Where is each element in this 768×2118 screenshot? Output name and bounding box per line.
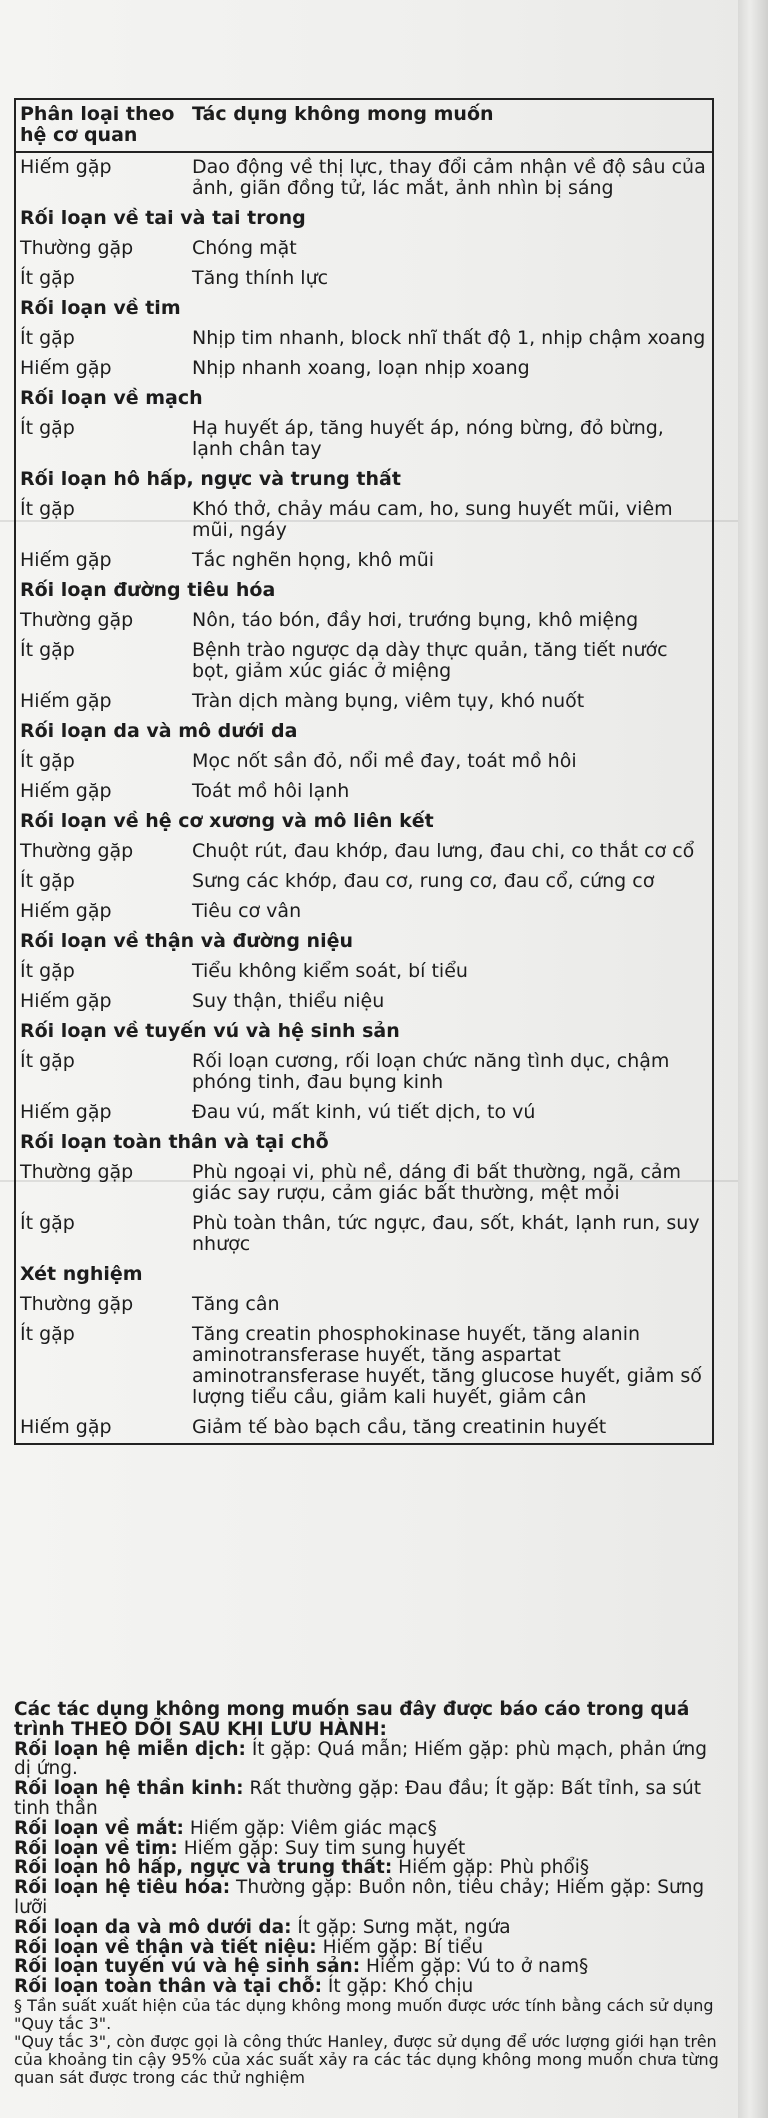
effect-cell: Dao động về thị lực, thay đổi cảm nhận về độ sâu của ảnh, giãn đồng tử, lác mắt, ảnh nhìn bị sáng: [192, 156, 706, 199]
header-adverse-effect: Tác dụng không mong muốn: [188, 99, 713, 152]
section-title: Rối loạn da và mô dưới da: [20, 720, 298, 742]
table-section-row: [15, 807, 713, 837]
table-row: [15, 837, 713, 867]
effect-cell: Phù toàn thân, tức ngực, đau, sốt, khát, lạnh run, suy nhược: [192, 1212, 700, 1255]
table-section-row: [15, 717, 713, 747]
frequency-cell: Thường gặp: [20, 237, 134, 259]
organ-class-label: Rối loạn về thận và tiết niệu:: [14, 1936, 317, 1958]
rule-of-three-note: "Quy tắc 3", còn được gọi là công thức Hanley, được sử dụng để ước lượng giới hạn trên của khoảng tin cậy 95% của xác suất xảy ra các tác dụng không mong muốn chưa từng quan sát được trong các thử nghiệm: [14, 2031, 719, 2087]
frequency-cell: Hiếm gặp: [20, 156, 112, 178]
frequency-cell: Ít gặp: [20, 327, 75, 349]
table-row: [15, 687, 713, 717]
section-title: Rối loạn về tuyến vú và hệ sinh sản: [20, 1020, 400, 1042]
table-row: [15, 1290, 713, 1320]
list-item: [14, 1938, 720, 1958]
section-title: Rối loạn về thận và đường niệu: [20, 930, 353, 952]
list-item: [14, 1779, 720, 1819]
section-title: Rối loạn về tim: [20, 297, 181, 319]
frequency-cell: Ít gặp: [20, 870, 75, 892]
section-title: Rối loạn về mạch: [20, 387, 203, 409]
list-item: [14, 1957, 720, 1977]
table-section-row: [15, 1128, 713, 1158]
effect-cell: Phù ngoại vi, phù nề, dáng đi bất thường, ngã, cảm giác say rượu, cảm giác bất thường, mệt mỏi: [192, 1161, 682, 1204]
effect-cell: Tăng thính lực: [192, 267, 329, 289]
effect-cell: Tiêu cơ vân: [192, 900, 302, 922]
organ-class-label: Rối loạn về tim:: [14, 1837, 178, 1859]
organ-class-label: Rối loạn toàn thân và tại chỗ:: [14, 1976, 322, 1998]
table-row: [15, 1413, 713, 1444]
frequency-cell: Thường gặp: [20, 1293, 134, 1315]
effect-cell: Nhịp nhanh xoang, loạn nhịp xoang: [192, 357, 530, 379]
table-row: [15, 354, 713, 384]
table-row: [15, 495, 713, 546]
frequency-cell: Hiếm gặp: [20, 900, 112, 922]
effect-text: Thường gặp: Buồn nôn, tiêu chảy; Hiếm gặp: Sưng lưỡi: [14, 1877, 705, 1918]
header-organ-class: Phân loại theo hệ cơ quan: [15, 99, 188, 152]
list-item: [14, 1839, 720, 1859]
table-section-row: [15, 576, 713, 606]
effect-text: Rất thường gặp: Đau đầu; Ít gặp: Bất tỉnh, sa sút tinh thần: [14, 1778, 702, 1819]
frequency-cell: Hiếm gặp: [20, 1416, 112, 1438]
organ-class-label: Rối loạn tuyến vú và hệ sinh sản:: [14, 1956, 361, 1978]
organ-class-label: Rối loạn hệ thần kinh:: [14, 1778, 244, 1800]
table-row: [15, 957, 713, 987]
frequency-cell: Hiếm gặp: [20, 780, 112, 802]
effect-cell: Tràn dịch màng bụng, viêm tụy, khó nuốt: [192, 690, 585, 712]
list-item: [14, 1878, 720, 1918]
frequency-cell: Ít gặp: [20, 1212, 75, 1234]
effect-text: Hiếm gặp: Suy tim sung huyết: [183, 1837, 466, 1859]
effect-text: Ít gặp: Khó chịu: [327, 1976, 474, 1998]
frequency-cell: Ít gặp: [20, 639, 75, 661]
table-row: [15, 777, 713, 807]
effect-cell: Nhịp tim nhanh, block nhĩ thất độ 1, nhịp chậm xoang: [192, 327, 706, 349]
frequency-cell: Hiếm gặp: [20, 990, 112, 1012]
list-item: [14, 1858, 720, 1878]
table-row: [15, 897, 713, 927]
table-section-row: [15, 204, 713, 234]
table-section-row: [15, 1017, 713, 1047]
table-row: [15, 636, 713, 687]
table-row: [15, 234, 713, 264]
effect-text: Hiếm gặp: Viêm giác mạc§: [189, 1817, 437, 1839]
table-section-row: [15, 465, 713, 495]
frequency-cell: Ít gặp: [20, 267, 75, 289]
frequency-cell: Ít gặp: [20, 417, 75, 439]
frequency-cell: Hiếm gặp: [20, 357, 112, 379]
effect-cell: Hạ huyết áp, tăng huyết áp, nóng bừng, đỏ bừng, lạnh chân tay: [192, 417, 664, 460]
table-row: [15, 747, 713, 777]
section-title: Rối loạn đường tiêu hóa: [20, 579, 276, 601]
frequency-cell: Ít gặp: [20, 498, 75, 520]
post-marketing-intro: Các tác dụng không mong muốn sau đây được báo cáo trong quá trình THEO DÕI SAU KHI LƯU HÀNH:: [14, 1699, 690, 1740]
table-row: [15, 606, 713, 636]
table-row: [15, 324, 713, 354]
section-title: Rối loạn hô hấp, ngực và trung thất: [20, 468, 401, 490]
effect-cell: Bệnh trào ngược dạ dày thực quản, tăng tiết nước bọt, giảm xúc giác ở miệng: [192, 639, 668, 682]
adverse-effects-table: [14, 98, 714, 1445]
section-title: Rối loạn toàn thân và tại chỗ: [20, 1131, 329, 1153]
effect-cell: Tăng cân: [192, 1293, 280, 1315]
organ-class-label: Rối loạn da và mô dưới da:: [14, 1916, 292, 1938]
effect-cell: Nôn, táo bón, đầy hơi, trướng bụng, khô miệng: [192, 609, 639, 631]
table-row: [15, 1098, 713, 1128]
effect-cell: Suy thận, thiểu niệu: [192, 990, 385, 1012]
effect-cell: Mọc nốt sần đỏ, nổi mề đay, toát mồ hôi: [192, 750, 577, 772]
organ-class-label: Rối loạn hệ miễn dịch:: [14, 1738, 246, 1760]
section-title: Rối loạn về hệ cơ xương và mô liên kết: [20, 810, 434, 832]
frequency-cell: Ít gặp: [20, 750, 75, 772]
effect-cell: Tăng creatin phosphokinase huyết, tăng alanin aminotransferase huyết, tăng aspartat aminotransferase huyết, tăng glucose huyết, giảm số lượng tiểu cầu, giảm kali huyết, giảm cân: [192, 1323, 702, 1408]
table-row: [15, 264, 713, 294]
table-row: [15, 414, 713, 465]
effect-cell: Tắc nghẽn họng, khô mũi: [192, 549, 435, 571]
post-marketing-list: [14, 1740, 720, 1997]
effect-text: Ít gặp: Sưng mặt, ngứa: [297, 1916, 511, 1938]
frequency-cell: Thường gặp: [20, 609, 134, 631]
section-title: Rối loạn về tai và tai trong: [20, 207, 306, 229]
table-section-row: [15, 927, 713, 957]
effect-cell: Chóng mặt: [192, 237, 297, 259]
table-row: [15, 1047, 713, 1098]
list-item: [14, 1819, 720, 1839]
effect-text: Hiếm gặp: Vú to ở nam§: [366, 1956, 589, 1978]
footnote: § Tần suất xuất hiện của tác dụng không mong muốn được ước tính bằng cách sử dụng "Quy tắc 3".: [14, 1995, 714, 2033]
list-item: [14, 1977, 720, 1997]
frequency-cell: Ít gặp: [20, 960, 75, 982]
effect-text: Hiếm gặp: Bí tiểu: [322, 1936, 484, 1958]
effect-cell: Sưng các khớp, đau cơ, rung cơ, đau cổ, cứng cơ: [192, 870, 655, 892]
organ-class-label: Rối loạn hệ tiêu hóa:: [14, 1877, 231, 1899]
organ-class-label: Rối loạn về mắt:: [14, 1817, 184, 1839]
effect-text: Ít gặp: Quá mẫn; Hiếm gặp: phù mạch, phản ứng dị ứng.: [14, 1738, 708, 1780]
effect-cell: Đau vú, mất kinh, vú tiết dịch, to vú: [192, 1101, 536, 1123]
table-row: [15, 152, 713, 204]
frequency-cell: Thường gặp: [20, 840, 134, 862]
table-section-row: [15, 1260, 713, 1290]
frequency-cell: Ít gặp: [20, 1050, 75, 1072]
table-header: [15, 99, 713, 152]
frequency-cell: Thường gặp: [20, 1161, 134, 1183]
frequency-cell: Ít gặp: [20, 1323, 75, 1345]
effect-cell: Tiểu không kiểm soát, bí tiểu: [192, 960, 468, 982]
table-row: [15, 867, 713, 897]
table-row: [15, 546, 713, 576]
table-row: [15, 1320, 713, 1413]
post-marketing-section: [14, 1700, 720, 2087]
table-row: [15, 1158, 713, 1209]
frequency-cell: Hiếm gặp: [20, 549, 112, 571]
frequency-cell: Hiếm gặp: [20, 1101, 112, 1123]
organ-class-label: Rối loạn hô hấp, ngực và trung thất:: [14, 1857, 393, 1879]
table-section-row: [15, 294, 713, 324]
table-row: [15, 1209, 713, 1260]
effect-text: Hiếm gặp: Phù phổi§: [398, 1857, 590, 1879]
page-edge: [738, 0, 768, 2118]
effect-cell: Khó thở, chảy máu cam, ho, sung huyết mũi, viêm mũi, ngáy: [192, 498, 673, 541]
table-row: [15, 987, 713, 1017]
effect-cell: Toát mồ hôi lạnh: [192, 780, 350, 802]
list-item: [14, 1740, 720, 1780]
effect-cell: Chuột rút, đau khớp, đau lưng, đau chi, co thắt cơ cổ: [192, 840, 695, 862]
effect-cell: Rối loạn cương, rối loạn chức năng tình dục, chậm phóng tinh, đau bụng kinh: [192, 1050, 670, 1093]
section-title: Xét nghiệm: [20, 1263, 143, 1285]
table-section-row: [15, 384, 713, 414]
effect-cell: Giảm tế bào bạch cầu, tăng creatinin huyết: [192, 1416, 607, 1438]
frequency-cell: Hiếm gặp: [20, 690, 112, 712]
list-item: [14, 1918, 720, 1938]
